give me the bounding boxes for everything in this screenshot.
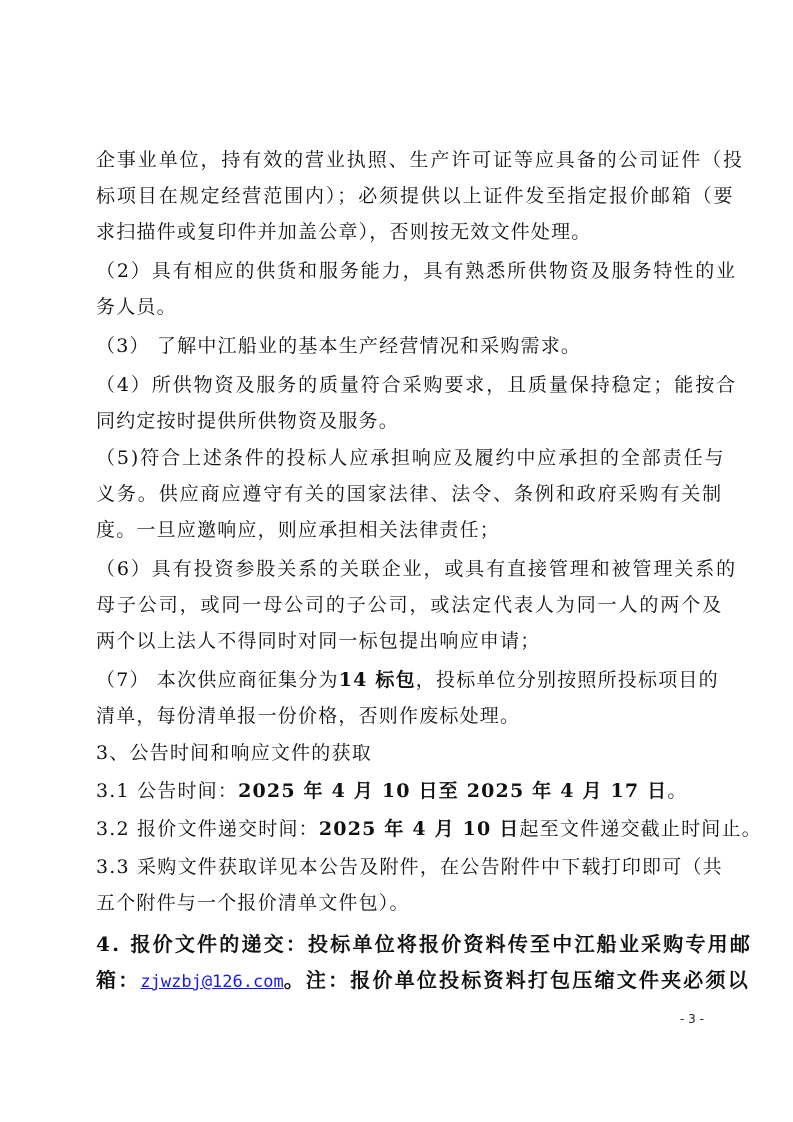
paragraph-line: 清单，每份清单报一份价格，否则作废标处理。 <box>96 705 521 727</box>
paragraph-line <box>96 817 762 841</box>
paragraph-line: （5)符合上述条件的投标人应承担响应及履约中应承担的全部责任与 <box>96 447 726 469</box>
paragraph-line: 母子公司，或同一母公司的子公司，或法定代表人为同一人的两个及 <box>96 594 724 616</box>
text-run: 。注：报价单位投标资料打包压缩文件夹必须以 <box>283 968 750 992</box>
bold-text-run: 2025 年 4 月 10 日至 2025 年 4 月 17 日 <box>238 780 668 802</box>
paragraph-line: （3） 了解中江船业的基本生产经营情况和采购需求。 <box>96 335 582 357</box>
text-run: 箱： <box>96 968 141 992</box>
section-heading: 3、公告时间和响应文件的获取 <box>96 742 372 764</box>
paragraph-line: 义务。供应商应遵守有关的国家法律、法令、条例和政府采购有关制 <box>96 483 724 505</box>
paragraph-line: 务人员。 <box>96 296 177 318</box>
paragraph-line: （4）所供物资及服务的质量符合采购要求，且质量保持稳定；能按合 <box>96 374 737 396</box>
text-run: （7） 本次供应商征集分为 <box>96 669 339 691</box>
bold-text-run: 2025 年 4 月 10 日 <box>318 818 520 840</box>
paragraph-line: 两个以上法人不得同时对同一标包提出响应申请； <box>96 630 541 652</box>
paragraph-line: 标项目在规定经营范围内）；必须提供以上证件发至指定报价邮箱（要 <box>96 185 735 207</box>
paragraph-line: 求扫描件或复印件并加盖公章），否则按无效文件处理。 <box>96 221 592 243</box>
paragraph-line: 企事业单位，持有效的营业执照、生产许可证等应具备的公司证件（投 <box>96 149 744 171</box>
text-run: 起至文件递交截止时间止。 <box>519 818 762 840</box>
paragraph-line <box>96 968 750 994</box>
paragraph-line <box>96 779 706 803</box>
paragraph-line: （2）具有相应的供货和服务能力，具有熟悉所供物资及服务特性的业 <box>96 260 737 282</box>
email-link[interactable]: zjwzbj@126.com <box>140 972 284 992</box>
paragraph-line <box>96 668 719 692</box>
text-run: 。 <box>667 780 688 802</box>
page-number: - 3 - <box>680 1012 704 1026</box>
text-run: 3.1 公告时间： <box>96 780 239 802</box>
paragraph-line: 度。一旦应邀响应，则应承担相关法律责任； <box>96 519 501 541</box>
paragraph-line: 3.3 采购文件获取详见本公告及附件，在公告附件中下载打印即可（共 <box>96 856 723 878</box>
text-run: 3.2 报价文件递交时间： <box>96 818 319 840</box>
paragraph-line: 同约定按时提供所供物资及服务。 <box>96 410 400 432</box>
bold-text-run: 14 标包 <box>338 669 416 691</box>
section-heading: 4. 报价文件的递交：投标单位将报价资料传至中江船业采购专用邮 <box>96 932 753 956</box>
text-run: ，投标单位分别按照所投标项目的 <box>415 669 719 691</box>
paragraph-line: （6）具有投资参股关系的关联企业，或具有直接管理和被管理关系的 <box>96 558 737 580</box>
paragraph-line: 五个附件与一个报价清单文件包）。 <box>96 892 410 914</box>
